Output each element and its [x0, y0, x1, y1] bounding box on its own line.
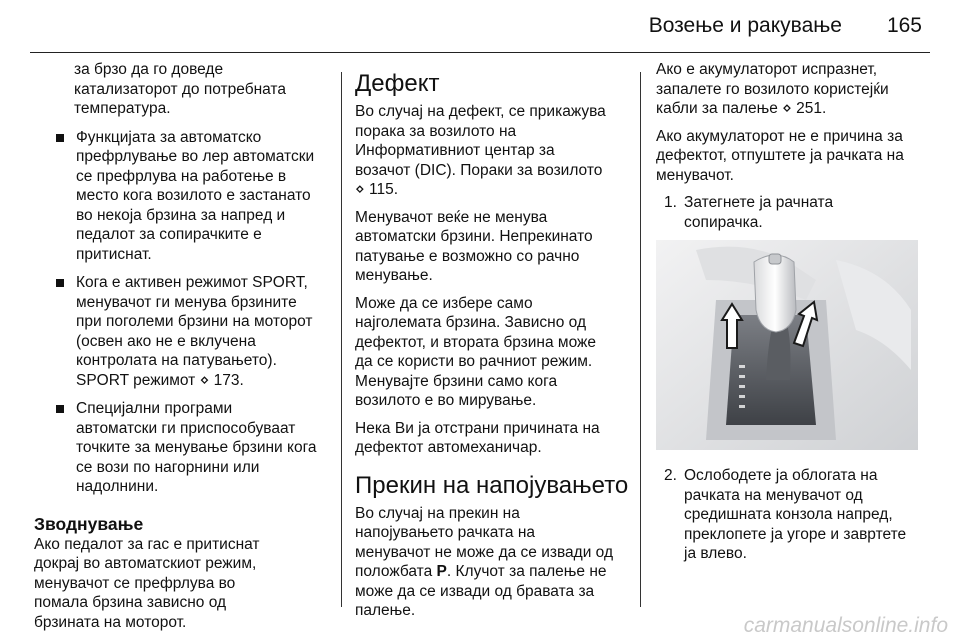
step-item — [656, 466, 926, 564]
left-column — [34, 60, 330, 632]
text-line: контролата на патувањето). — [76, 352, 277, 369]
step-number: 2. — [664, 467, 677, 484]
text-line: Нека Ви ја отстрани причината на — [355, 419, 600, 437]
text-line: рачката на менувачот од — [684, 486, 863, 504]
intro-text — [74, 60, 330, 119]
bullet-square-icon — [56, 134, 64, 142]
battery-paragraph — [656, 127, 926, 186]
bullet-item — [34, 128, 330, 265]
text-line: автоматски брзини. Непрекинато — [355, 228, 593, 245]
text-line: возилото е во мирување. — [355, 392, 537, 409]
text-fragment: положбата — [355, 563, 437, 580]
text-line: за брзо да го доведе — [74, 61, 224, 78]
text-line: средишната конзола напред, — [684, 506, 893, 523]
text-line: Ослободете ја облогата на — [684, 467, 878, 484]
fault-paragraph — [355, 102, 630, 200]
header-title: Возење и ракување — [648, 14, 842, 37]
text-line: дефектот автомеханичар. — [355, 439, 542, 456]
bullet-square-icon — [56, 279, 64, 287]
text-line: ⋄ 115. — [355, 181, 399, 198]
text-line: при поголеми брзини на моторот — [76, 313, 313, 330]
kickdown-text — [34, 535, 330, 633]
column-divider-right — [640, 72, 641, 607]
watermark: carmanualsonline.info — [743, 614, 948, 637]
text-line: менувачот не може да се извади од — [355, 543, 613, 561]
text-line: Во случај на прекин на — [355, 504, 520, 522]
bullet-item — [34, 273, 330, 390]
text-line: SPORT режимот ⋄ 173. — [76, 371, 244, 389]
text-line: менувачот. — [656, 166, 734, 184]
text-line: дефектот, и втората брзина може — [355, 333, 597, 351]
text-line: Затегнете ја рачната — [684, 194, 834, 211]
text-line — [355, 562, 630, 582]
text-line: да се користи во рачниот режим. — [355, 353, 593, 370]
fault-paragraph — [355, 294, 630, 411]
text-line: палење. — [355, 602, 416, 619]
text-line: докрај во автоматскиот режим, — [34, 555, 257, 572]
text-line: ја влево. — [684, 545, 747, 562]
text-line: во некоја брзина за напред и — [76, 206, 286, 224]
text-line: (освен ако не е вклучена — [76, 332, 256, 350]
text-line: педалот за сопирачките е — [76, 226, 262, 243]
text-line: Може да се избере само — [355, 294, 533, 312]
step-number: 1. — [664, 194, 677, 211]
text-line: дефектот, отпуштете ја рачката на — [656, 147, 904, 164]
text-line: температура. — [74, 100, 171, 117]
text-line: брзината на моторот. — [34, 613, 187, 631]
text-line: Менувачот веќе не менува — [355, 208, 548, 226]
text-line: Специјални програми — [76, 400, 233, 417]
text-line: Ако е акумулаторот испразнет, — [656, 61, 878, 78]
text-line: напојувањето рачката на — [355, 524, 536, 541]
text-line: место кога возилото е застанато — [76, 187, 311, 204]
text-line: се префрлува на работење в — [76, 167, 287, 185]
park-position-label: P — [436, 563, 447, 580]
middle-column — [355, 60, 630, 621]
power-interruption-text — [355, 504, 630, 621]
text-line: менувачот се префрлува во — [34, 574, 236, 592]
text-line: Кога е активен режимот SPORT, — [76, 274, 308, 291]
text-line: кабли за палење ⋄ 251. — [656, 100, 827, 117]
header-rule — [30, 52, 930, 53]
text-line: менувачот ги менува брзините — [76, 293, 297, 311]
right-column — [656, 60, 926, 564]
text-line: патување е возможно со рачно — [355, 247, 580, 265]
text-line: запалете го возилото користејќи — [656, 80, 889, 98]
kickdown-heading: Зводнување — [34, 513, 144, 534]
text-line: автоматски ги приспособуваат — [76, 419, 296, 437]
text-line: притиснат. — [76, 245, 152, 263]
text-line: Во случај на дефект, се прикажува — [355, 103, 606, 120]
bullet-square-icon — [56, 405, 64, 413]
battery-paragraph — [656, 60, 926, 119]
text-line: сопирачка. — [684, 213, 763, 231]
text-line: Информативниот центар за — [355, 142, 555, 159]
text-line: надолнини. — [76, 478, 159, 495]
text-line: менување. — [355, 267, 433, 284]
text-line: возачот (DIC). Пораки за возилото — [355, 161, 603, 179]
step-item — [656, 193, 926, 232]
text-line: префрлување во лер автоматски — [76, 148, 315, 165]
bullet-item — [34, 399, 330, 497]
text-line: катализаторот до потребната — [74, 80, 286, 98]
fault-paragraph — [355, 419, 630, 458]
fault-heading: Дефект — [355, 70, 440, 97]
fault-paragraph — [355, 208, 630, 286]
text-line: Ако педалот за гас е притиснат — [34, 535, 260, 553]
page-number: 165 — [886, 14, 922, 37]
text-line: најголемата брзина. Зависно од — [355, 314, 586, 331]
text-line: порака за возилото на — [355, 122, 517, 140]
text-fragment: . Клучот за палење не — [446, 563, 607, 580]
text-line: Функцијата за автоматско — [76, 128, 262, 146]
text-line: може да се извади од бравата за — [355, 582, 595, 600]
text-line: Менувајте брзини само кога — [355, 372, 558, 390]
text-line: Ако акумулаторот не е причина за — [656, 127, 903, 145]
column-divider-left — [341, 72, 342, 607]
power-interruption-heading: Прекин на напојувањето — [355, 471, 629, 499]
text-line: помала брзина зависно од — [34, 594, 227, 611]
text-line: преклопете ја угоре и завртете — [684, 525, 907, 543]
text-line: точките за менување брзини кога — [76, 439, 317, 456]
text-line: се вози по нагорнини или — [76, 458, 260, 476]
gear-lever-photo — [656, 240, 918, 450]
